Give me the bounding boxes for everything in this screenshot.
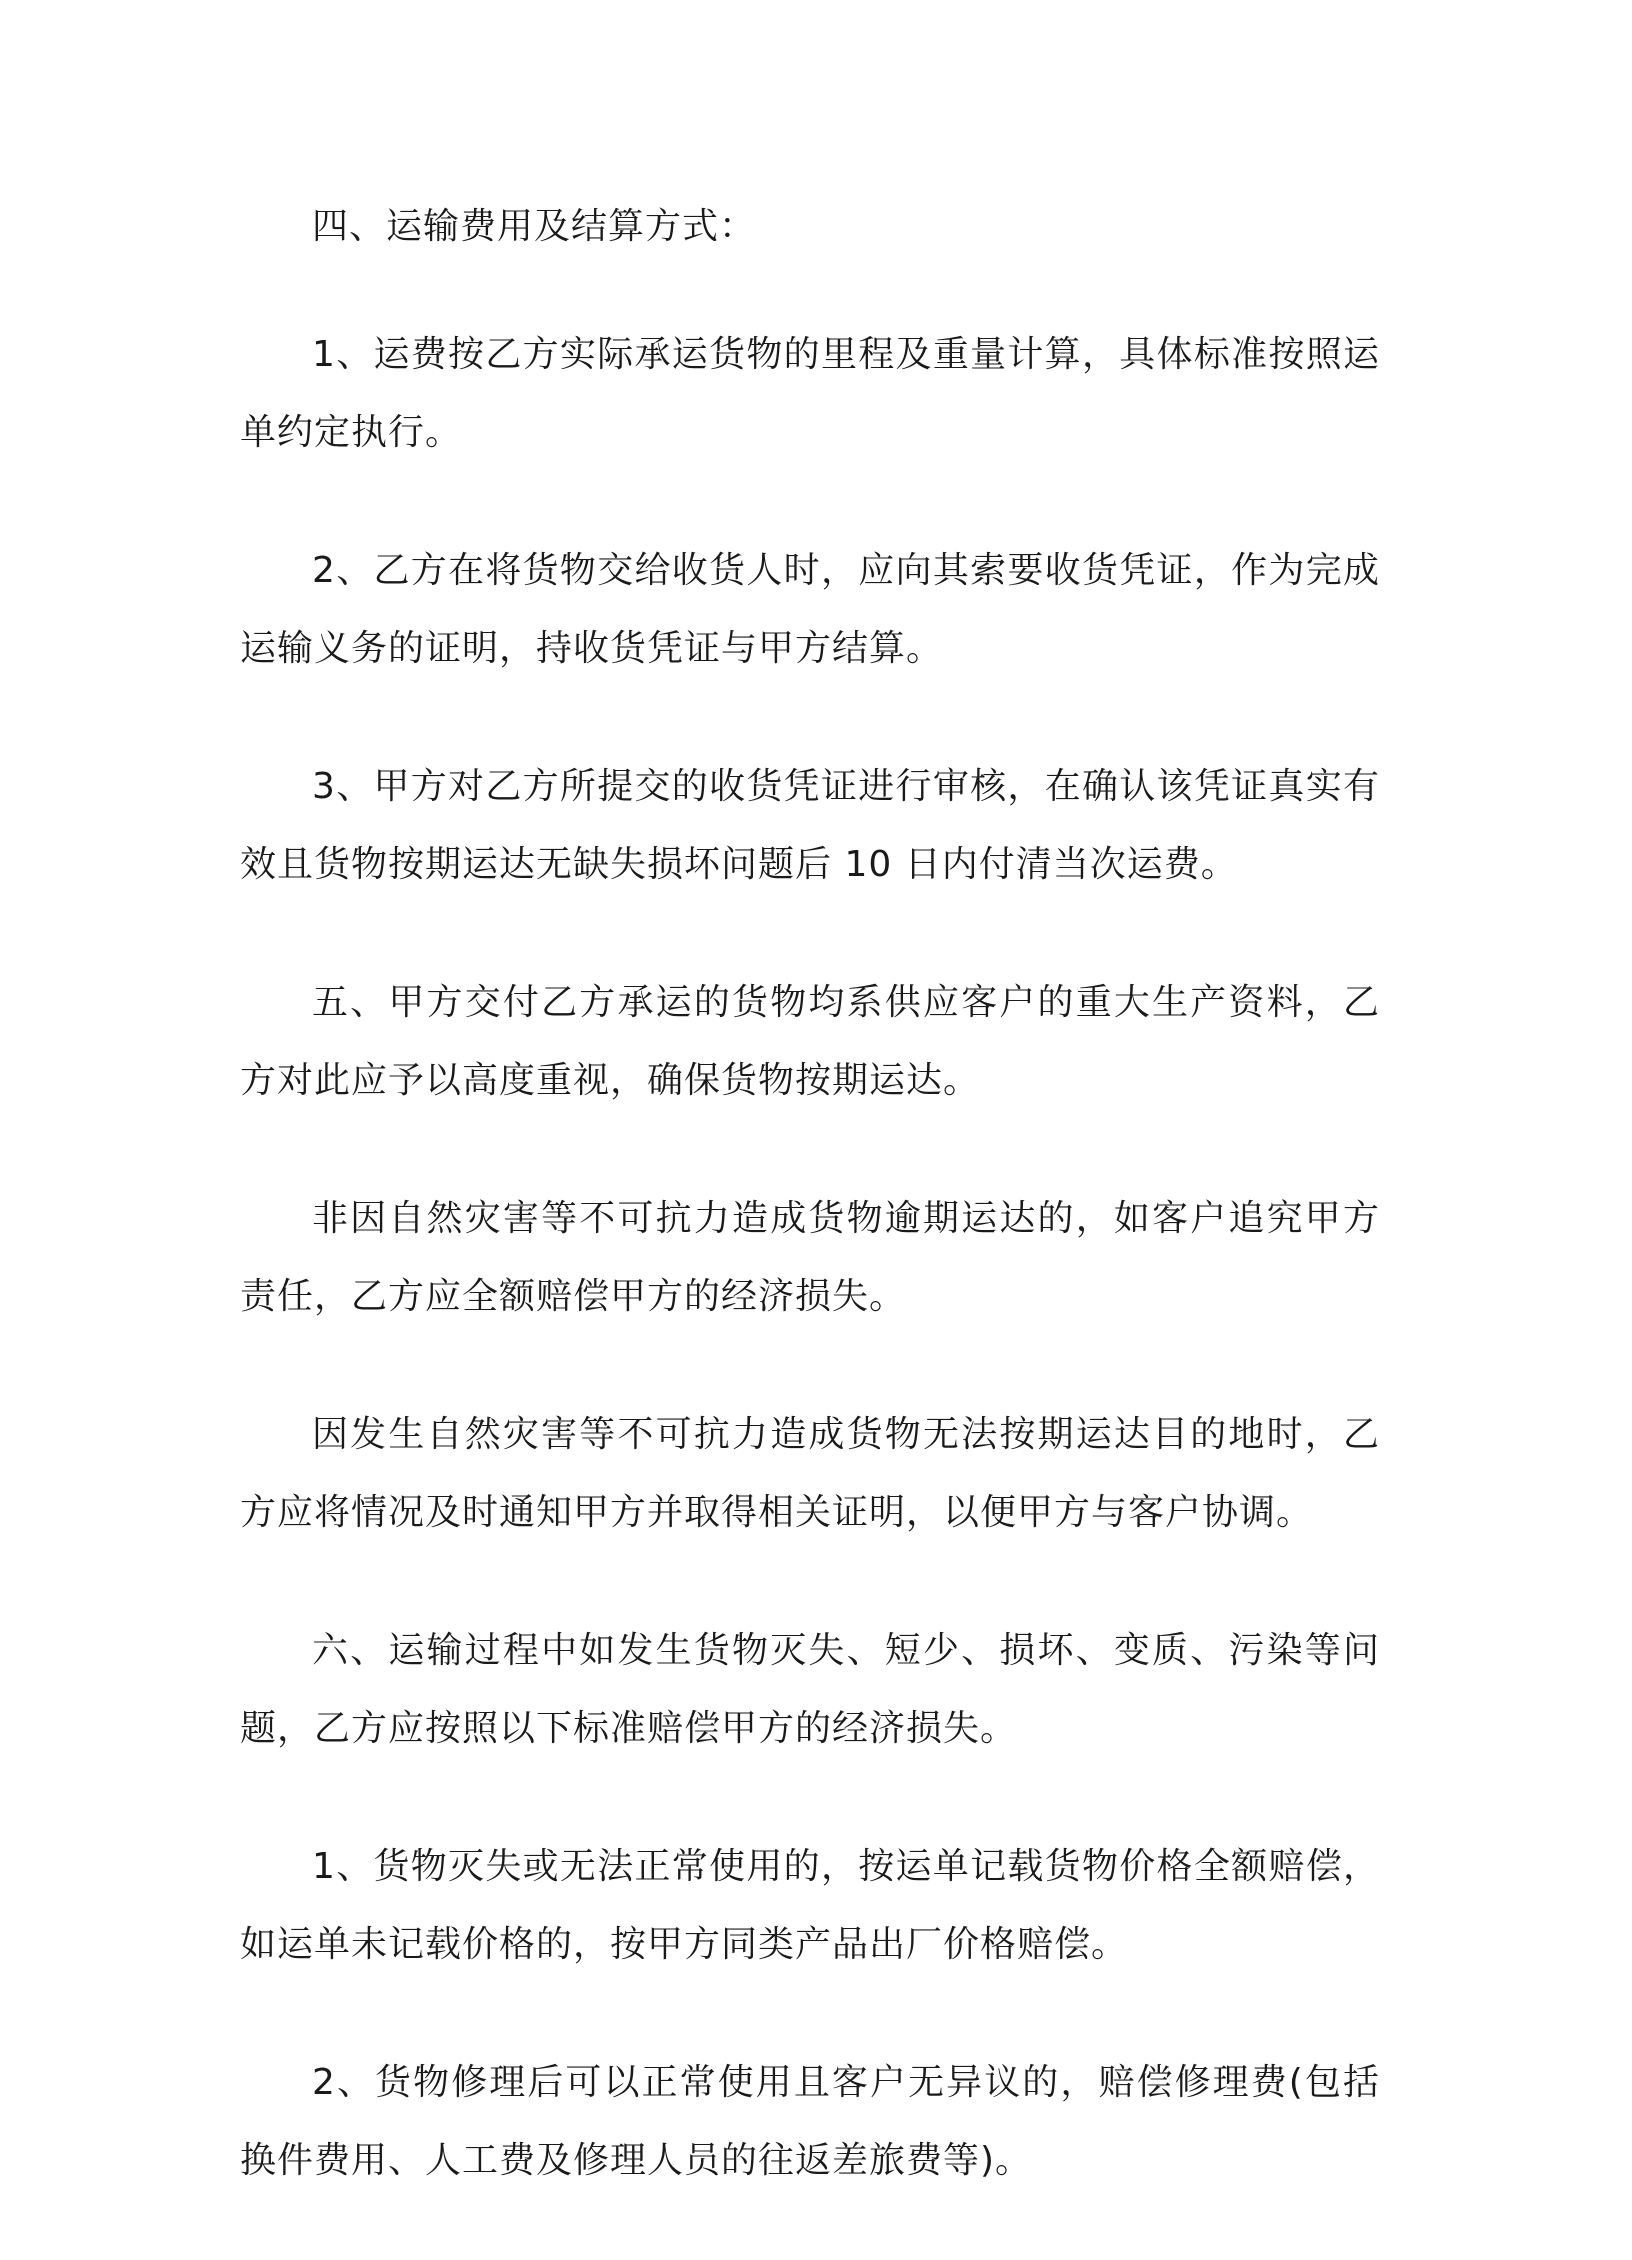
clause-4-3: 3、甲方对乙方所提交的收货凭证进行审核，在确认该凭证真实有效且货物按期运达无缺失损坏问题后 10 日内付清当次运费。	[240, 766, 1380, 885]
section-6: 六、运输过程中如发生货物灭失、短少、损坏、变质、污染等问题，乙方应按照以下标准赔偿甲方的经济损失。	[240, 1630, 1380, 1749]
clause-4-1: 1、运费按乙方实际承运货物的里程及重量计算，具体标准按照运单约定执行。	[240, 334, 1380, 453]
document-body	[240, 188, 1380, 2260]
section-5: 五、甲方交付乙方承运的货物均系供应客户的重大生产资料，乙方对此应予以高度重视，确保货物按期运达。	[240, 982, 1380, 1101]
section-5-paragraph-2: 非因自然灾害等不可抗力造成货物逾期运达的，如客户追究甲方责任，乙方应全额赔偿甲方的经济损失。	[240, 1198, 1380, 1317]
clause-6-2: 2、货物修理后可以正常使用且客户无异议的，赔偿修理费(包括换件费用、人工费及修理人员的往返差旅费等)。	[240, 2062, 1380, 2181]
clause-4-2: 2、乙方在将货物交给收货人时，应向其索要收货凭证，作为完成运输义务的证明，持收货凭证与甲方结算。	[240, 550, 1380, 669]
section-5-paragraph-3: 因发生自然灾害等不可抗力造成货物无法按期运达目的地时，乙方应将情况及时通知甲方并取得相关证明，以便甲方与客户协调。	[240, 1414, 1380, 1533]
section-heading-4: 四、运输费用及结算方式：	[312, 206, 757, 247]
clause-6-1: 1、货物灭失或无法正常使用的，按运单记载货物价格全额赔偿，如运单未记载价格的，按甲方同类产品出厂价格赔偿。	[240, 1846, 1380, 1965]
